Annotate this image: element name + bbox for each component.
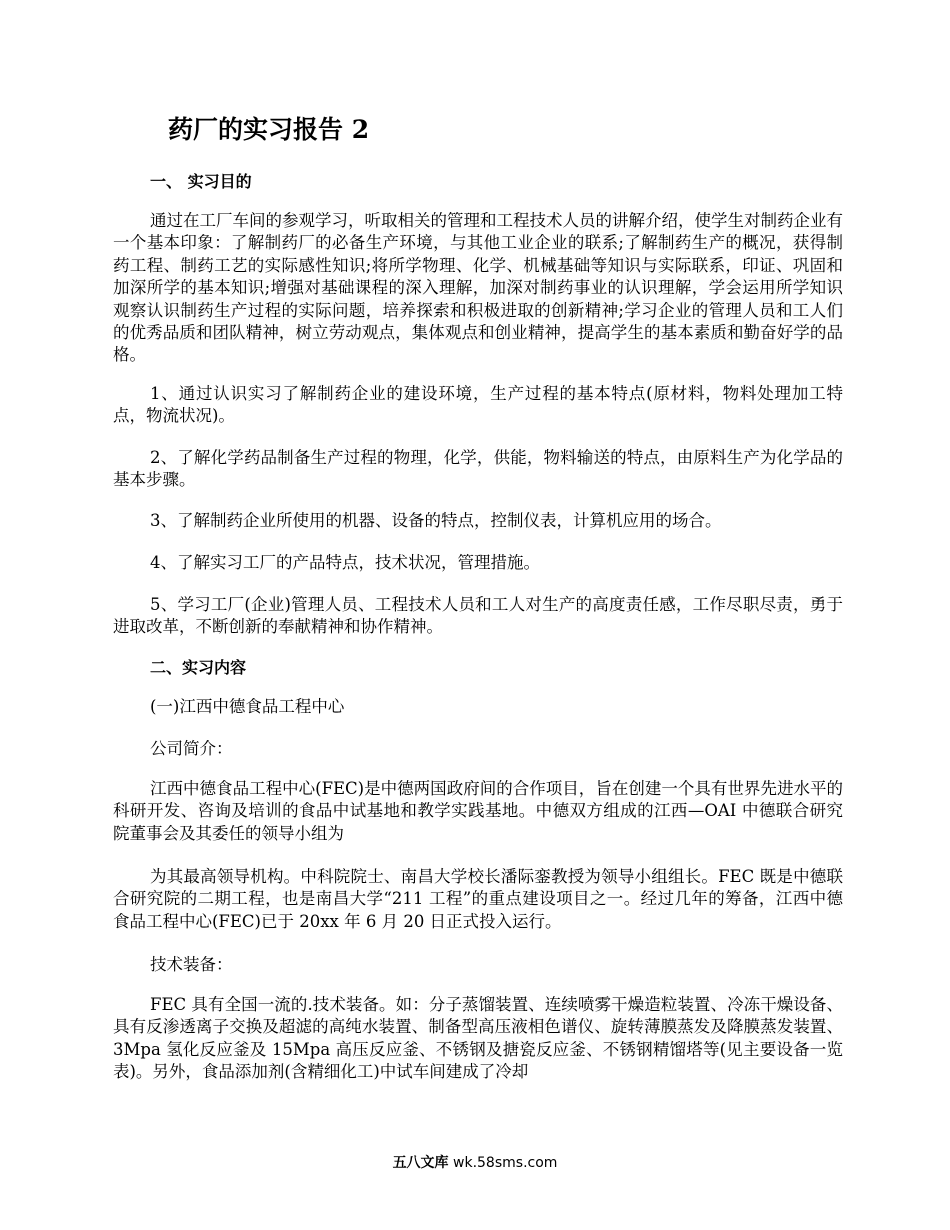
tech-equipment-label: 技术装备： (150, 955, 233, 974)
subsection-title: (一)江西中德食品工程中心 (150, 697, 345, 716)
section-heading-purpose: 一、 实习目的 (150, 172, 252, 191)
list-item-1: 1、通过认识实习了解制药企业的建设环境，生产过程的基本特点(原材料，物料处理加工特点，物流状况)。 (113, 384, 843, 426)
paragraph-intro: 通过在工厂车间的参观学习，听取相关的管理和工程技术人员的讲解介绍，使学生对制药企业有一个基本印象：了解制药厂的必备生产环境，与其他工业企业的联系;了解制药生产的概况，获得制药工程、制药工艺的实际感性知识;将所学物理、化学、机械基础等知识与实际联系，印证、巩固和加深所学的基本知识;增强对基础课程的深入理解，加深对制药事业的认识理解，学会运用所学知识观察认识制药生产过程的实际问题，培养探索和积极进取的创新精神;学习企业的管理人员和工人们的优秀品质和团队精神，树立劳动观点，集体观点和创业精神，提高学生的基本素质和勤奋好学的品格。 (113, 211, 843, 365)
document-title: 药厂的实习报告 2 (168, 115, 370, 144)
list-item-4: 4、了解实习工厂的产品特点，技术状况，管理措施。 (150, 553, 540, 572)
company-intro-label: 公司简介： (150, 739, 233, 758)
page-footer (0, 1153, 950, 1173)
footer-brand: 五八文库 (392, 1155, 449, 1171)
company-paragraph-1: 江西中德食品工程中心(FEC)是中德两国政府间的合作项目，旨在创建一个具有世界先进水平的科研开发、咨询及培训的食品中试基地和教学实践基地。中德双方组成的江西—OAI 中德联合研究院董事会及其委任的领导小组为 (113, 779, 843, 843)
tech-equipment-paragraph: FEC 具有全国一流的.技术装备。如：分子蒸馏装置、连续喷雾干燥造粒装置、冷冻干燥设备、具有反渗透离子交换及超滤的高纯水装置、制备型高压液相色谱仪、旋转薄膜蒸发及降膜蒸发装置、3Mpa 氢化反应釜及 15Mpa 高压反应釜、不锈钢及搪瓷反应釜、不锈钢精馏塔等(见主要设备一览表)。另外，食品添加剂(含精细化工)中试车间建成了冷却 (113, 995, 843, 1082)
list-item-5: 5、学习工厂(企业)管理人员、工程技术人员和工人对生产的高度责任感，工作尽职尽责，勇于进取改革，不断创新的奉献精神和协作精神。 (113, 595, 843, 637)
company-paragraph-2: 为其最高领导机构。中科院院士、南昌大学校长潘际銮教授为领导小组组长。FEC 既是中德联合研究院的二期工程，也是南昌大学“211 工程”的重点建设项目之一。经过几年的筹备，江西中德食品工程中心(FEC)已于 20xx 年 6 月 20 日正式投入运行。 (113, 867, 843, 931)
list-item-3: 3、了解制药企业所使用的机器、设备的特点，控制仪表，计算机应用的场合。 (150, 511, 722, 530)
list-item-2: 2、了解化学药品制备生产过程的物理，化学，供能，物料输送的特点，由原料生产为化学品的基本步骤。 (113, 448, 843, 490)
section-heading-content: 二、实习内容 (150, 658, 247, 677)
footer-url[interactable]: wk.58sms.com (453, 1155, 558, 1171)
